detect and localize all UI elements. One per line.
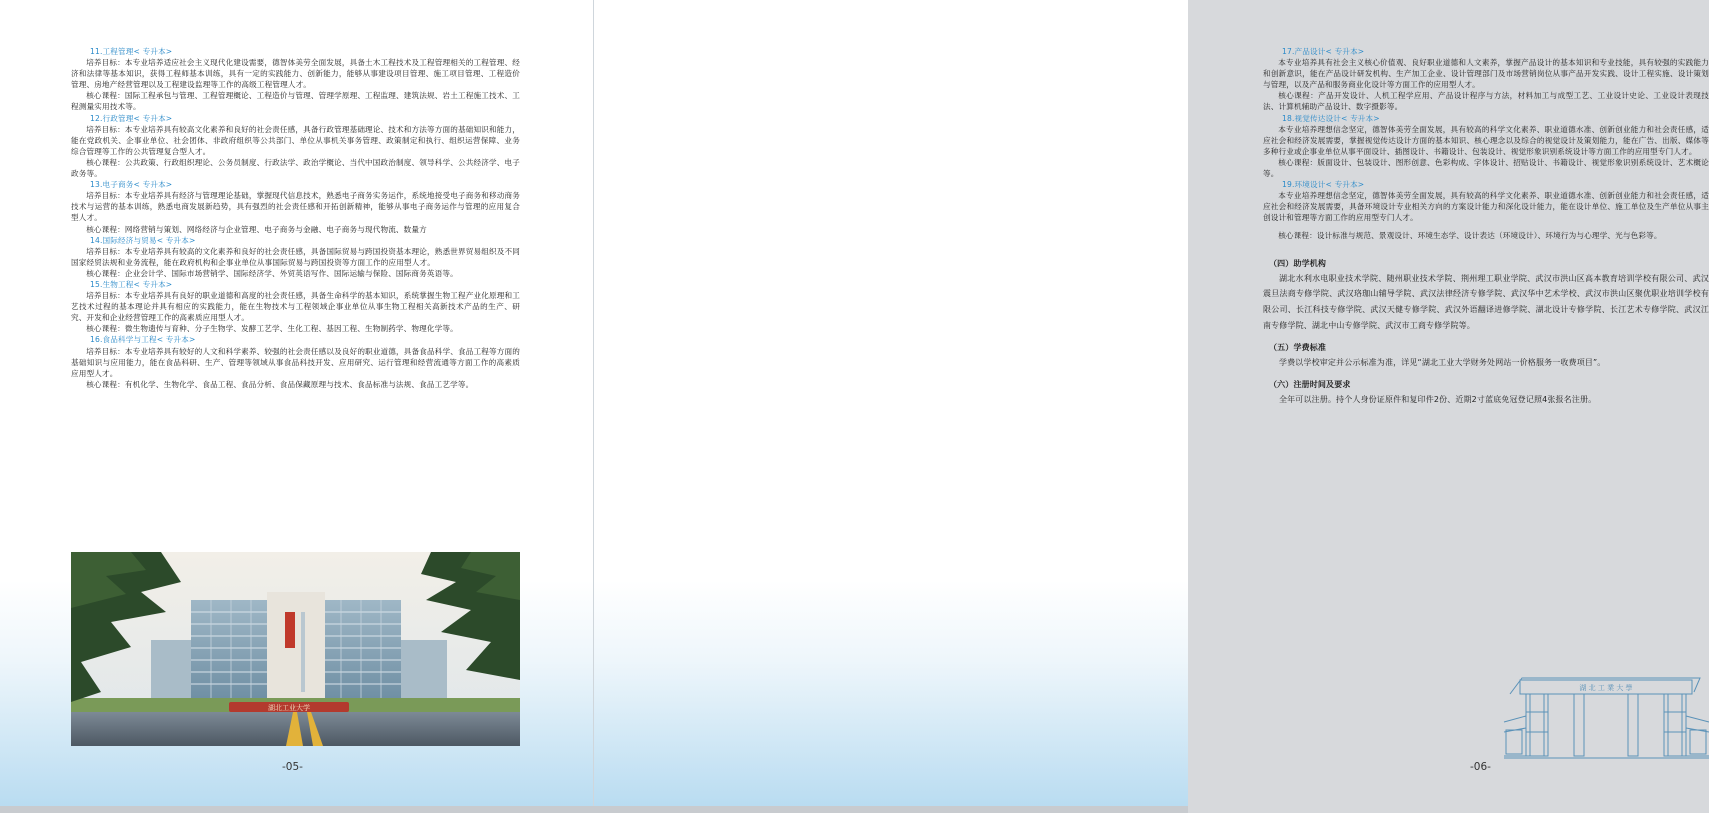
major-goal: 培养目标：本专业培养具有较高文化素养和良好的社会责任感，具备行政管理基础理论、技术和方法等方面的基础知识和能力，能在党政机关、企事业单位、社会团体、非政府组织等公共部门、单位从事机关事务管理、政策制定和执行、组织运营保障、业务综合管理等工作的公共管理复合型人才。 bbox=[71, 124, 520, 156]
left-page-text bbox=[71, 46, 520, 390]
major-title: 13.电子商务< 专升本> bbox=[90, 180, 173, 190]
major-goal: 培养目标：本专业培养具有较好的人文和科学素养、较强的社会责任感以及良好的职业道德，具备食品科学、食品工程等方面的基础知识与应用能力，能在食品科研、生产、管理等领域从事食品科技开发、应用研究、运行管理和经营流通等方面工作的高素质应用型人才。 bbox=[71, 346, 520, 378]
major-title: 11.工程管理< 专升本> bbox=[90, 47, 173, 56]
section-tuition bbox=[1263, 342, 1709, 371]
major-block bbox=[1263, 46, 1709, 113]
major-title: 16.食品科学与工程< 专升本> bbox=[90, 335, 196, 345]
major-title: 18.视觉传达设计< 专升本> bbox=[1282, 113, 1380, 123]
campus-photo-illustration bbox=[71, 552, 520, 746]
section-body: 学费以学校审定并公示标准为准，详见“湖北工业大学财务处网站一价格服务一收费项目”。 bbox=[1279, 357, 1606, 367]
major-courses: 核心课程：网络营销与策划、网络经济与企业管理、电子商务与金融、电子商务与现代物流、数量方 bbox=[86, 224, 427, 234]
section-registration bbox=[1263, 379, 1709, 408]
major-courses: 核心课程：有机化学、生物化学、食品工程、食品分析、食品保藏原理与技术、食品标准与法规、食品工艺学等。 bbox=[86, 379, 474, 389]
gate-inscription: 湖 北 工 業 大 學 bbox=[1579, 684, 1633, 692]
photo-sign-text: 湖北工业大学 bbox=[268, 704, 310, 712]
major-courses: 核心课程：产品开发设计、人机工程学应用、产品设计程序与方法，材料加工与成型工艺、工业设计史论、工业设计表现技法、计算机辅助产品设计、数字摄影等。 bbox=[1263, 91, 1709, 112]
major-courses: 核心课程：版面设计、包装设计、图形创意、色彩构成、字体设计、招贴设计、书籍设计、视觉形象识别系统设计、艺术概论等。 bbox=[1263, 157, 1709, 179]
page-06 bbox=[594, 0, 1709, 806]
major-block bbox=[1263, 113, 1709, 180]
section-heading: （六）注册时间及要求 bbox=[1269, 379, 1351, 389]
major-goal: 培养目标：本专业培养具有良好的职业道德和高度的社会责任感，具备生命科学的基本知识，系统掌握生物工程产业化原理和工艺技术过程的基本理论并具有相应的实践能力，能在生物技术与工程领域企事业单位从事生物工程相关高新技术产品的生产、研究、开发和企业经营管理工作的高素质应用型人才。 bbox=[71, 291, 520, 323]
major-title: 12.行政管理< 专升本> bbox=[90, 113, 173, 123]
section-body: 全年可以注册。持个人身份证原件和复印件2份、近期2寸蓝底免冠登记照4张报名注册。 bbox=[1279, 394, 1597, 404]
section-heading: （五）学费标准 bbox=[1269, 342, 1327, 352]
major-block bbox=[71, 279, 520, 334]
viewer-bottom-bar bbox=[0, 806, 1188, 813]
major-goal: 本专业培养具有社会主义核心价值观、良好职业道德和人文素养，掌握产品设计的基本知识和专业技能，具有较强的实践能力和创新意识，能在产品设计研发机构、生产加工企业、设计管理部门及市场营销岗位从事产品开发实践、设计工程实施、设计策划与管理，以及产品和服务商业化设计等方面工作的应用型人才。 bbox=[1263, 58, 1709, 90]
page-05 bbox=[0, 0, 594, 806]
page-number: -05- bbox=[282, 761, 303, 773]
campus-building-photo bbox=[71, 552, 520, 746]
major-goal: 培养目标：本专业培养适应社会主义现代化建设需要，德智体美劳全面发展，具备土木工程技术及工程管理相关的工程管理、经济和法律等基本知识，获得工程师基本训练，具有一定的实践能力、创新能力，能够从事建设项目管理、施工项目管理、工程造价管理、房地产经营管理以及工程建设监理等工作的高级工程管理人才。 bbox=[71, 58, 520, 90]
major-courses: 核心课程：国际工程承包与管理、工程管理概论、工程造价与管理、管理学原理、工程监理、建筑法规、岩土工程施工技术、工程测量实用技术等。 bbox=[71, 91, 520, 112]
major-title: 14.国际经济与贸易< 专升本> bbox=[90, 235, 196, 245]
major-courses: 核心课程：企业会计学、国际市场营销学、国际经济学、外贸英语写作、国际运输与保险、国际商务英语等。 bbox=[86, 268, 458, 278]
major-goal: 本专业培养理想信念坚定，德智体美劳全面发展，具有较高的科学文化素养、职业道德水准、创新创业能力和社会责任感，适应社会和经济发展需要，具备环境设计专业相关方向的方案设计能力和深化设计能力，能在设计单位、施工单位及生产单位从事主创设计和管理等方面工作的应用型专门人才。 bbox=[1263, 191, 1709, 223]
major-block bbox=[1263, 179, 1709, 240]
major-block bbox=[71, 113, 520, 180]
major-title: 17.产品设计< 专升本> bbox=[1282, 47, 1365, 56]
major-block bbox=[71, 235, 520, 279]
major-courses: 核心课程：设计标准与规范、景观设计、环境生态学、设计表达（环境设计）、环境行为与心理学、光与色彩等。 bbox=[1278, 230, 1662, 240]
major-block bbox=[71, 334, 520, 389]
section-heading: （四）助学机构 bbox=[1269, 258, 1327, 268]
major-block bbox=[71, 46, 520, 113]
right-page-text bbox=[1263, 46, 1709, 408]
major-block bbox=[71, 179, 520, 234]
university-gate-line-drawing bbox=[1504, 672, 1709, 762]
major-title: 19.环境设计< 专升本> bbox=[1282, 180, 1365, 190]
major-courses: 核心课程：公共政策、行政组织理论、公务员制度、行政法学、政治学概论、当代中国政治制度、领导科学、公共经济学、电子政务等。 bbox=[71, 157, 520, 179]
major-title: 15.生物工程< 专升本> bbox=[90, 279, 173, 289]
major-goal: 培养目标：本专业培养具有经济与管理理论基础，掌握现代信息技术，熟悉电子商务实务运作，系统地接受电子商务和移动商务技术与运营的基本训练，熟悉电商发展新趋势，具有强烈的社会责任感和开拓创新精神，能够从事电子商务运作与管理的应用复合型人才。 bbox=[71, 191, 520, 223]
page-number: -06- bbox=[1470, 761, 1491, 773]
major-courses: 核心课程：微生物遗传与育种、分子生物学、发酵工艺学、生化工程、基因工程、生物制药学、物理化学等。 bbox=[86, 324, 458, 334]
section-body: 湖北水利水电职业技术学院、随州职业技术学院、荆州理工职业学院、武汉市洪山区高本教育培训学校有限公司、武汉震旦法商专修学院、武汉珞珈山辅导学院、武汉法律经济专修学院、武汉华中艺术学校、武汉市洪山区聚优职业培训学校有限公司、长江科技专修学院、武汉天健专修学院、武汉外语翻译进修学院、湖北设计专修学院、长江艺术专修学院、武汉江南专修学院、湖北中山专修学院、武汉市工商专修学院等。 bbox=[1263, 273, 1709, 331]
major-goal: 本专业培养理想信念坚定，德智体美劳全面发展，具有较高的科学文化素养、职业道德水准、创新创业能力和社会责任感，适应社会和经济发展需要，掌握视觉传达设计方面的基本知识、核心理念以及综合的视觉设计及策划能力，能在广告、出版、媒体等多种行业或企事业单位从事平面设计、插图设计、书籍设计、包装设计、视觉形象识别系统设计等方面工作的应用型专门人才。 bbox=[1263, 124, 1709, 156]
major-goal: 培养目标：本专业培养具有较高的文化素养和良好的社会责任感，具备国际贸易与跨国投资基本理论，熟悉世界贸易组织及不同国家经贸法规和业务流程，能在政府机构和企事业单位从事国际贸易与跨国投资等方面工作的应用型人才。 bbox=[71, 246, 520, 267]
section-assistance-institutions bbox=[1263, 258, 1709, 334]
